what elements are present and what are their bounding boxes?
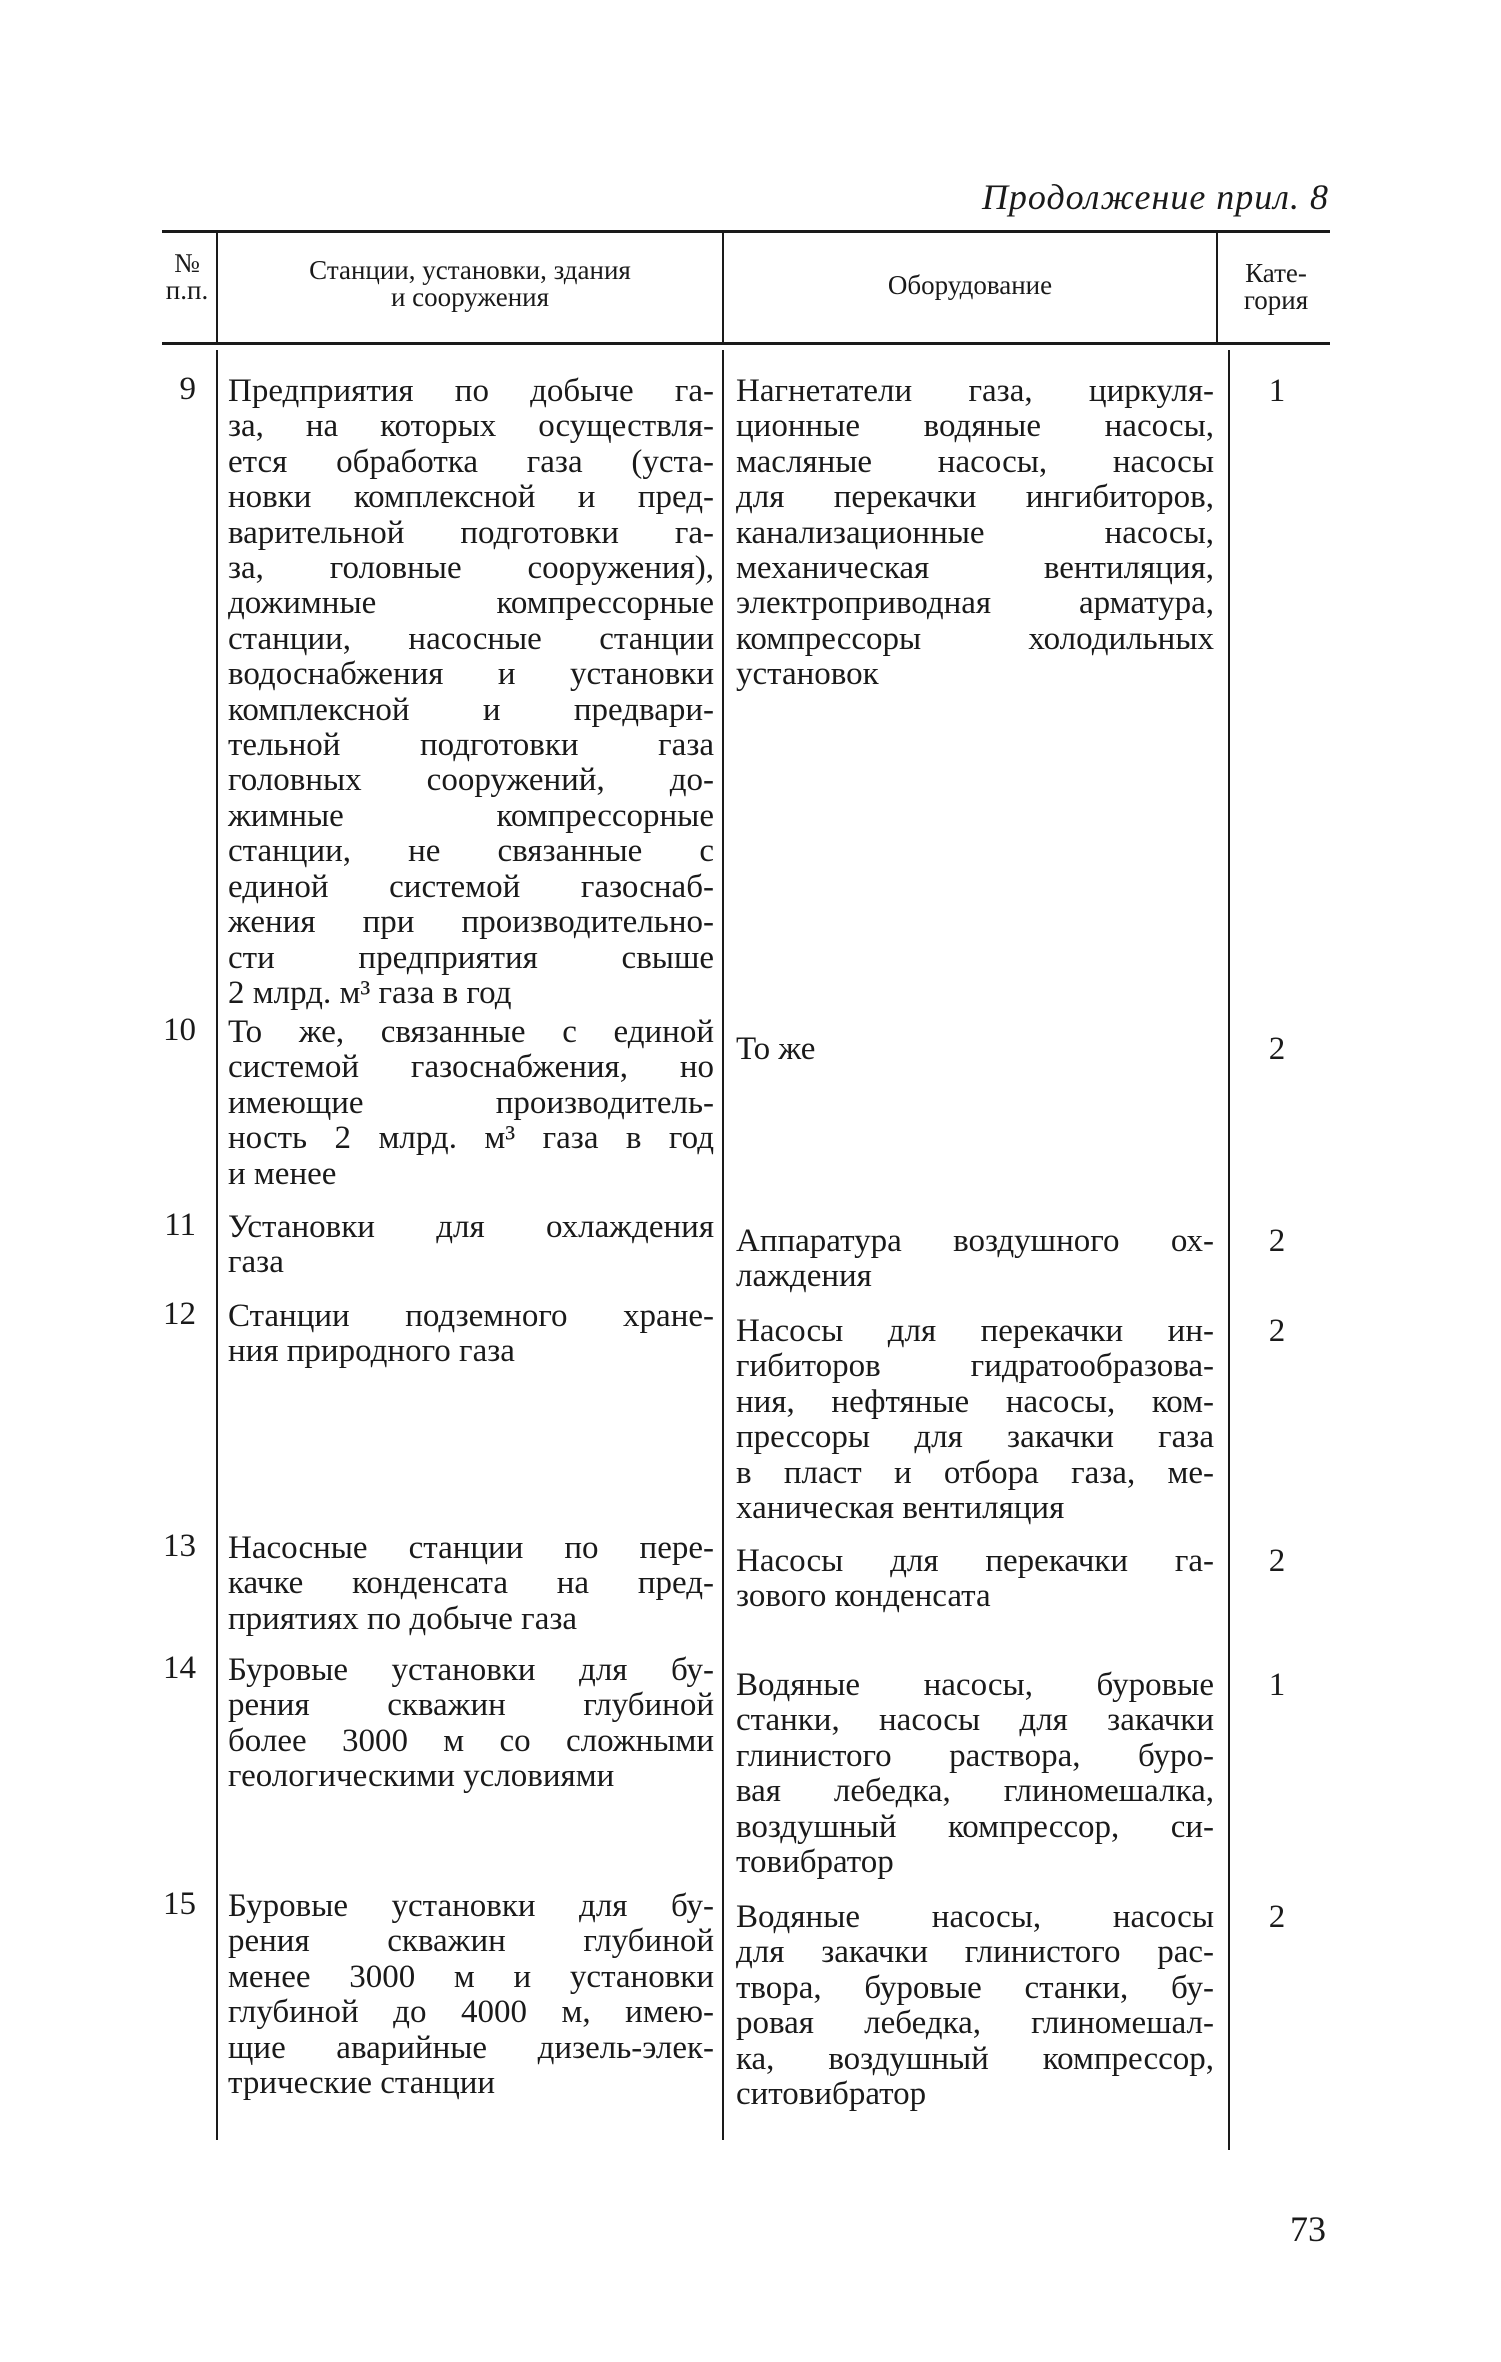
text-line: Установки для охлаждения [228,1209,714,1245]
text-line: ния, нефтяные насосы, ком- [736,1383,1214,1420]
text-line: тельной подготовки газа [228,727,714,764]
body-divider [1228,350,1230,2150]
text-line: варительной подготовки га- [228,514,714,551]
header-line: № [174,248,200,278]
header-line: Станции, установки, здания [309,255,631,285]
text-line: менее 3000 м и установки [228,1958,714,1995]
header-equipment [730,272,1210,299]
text-line: электроприводная арматура, [736,585,1214,622]
text-line: трические станции [228,2065,496,2102]
text-line: Насосы для перекачки га- [736,1543,1214,1579]
row-category: 2 [1268,1313,1286,1349]
text-line: Водяные насосы, буровые [736,1667,1214,1703]
text-line: дожимные компрессорные [228,585,714,622]
row-stations [228,1210,714,1281]
text-line: масляные насосы, насосы [736,443,1214,480]
text-line: механическая вентиляция, [736,550,1214,587]
text-line: прессоры для закачки газа [736,1419,1214,1456]
row-category: 2 [1268,1223,1286,1259]
text-line: системой газоснабжения, но [228,1049,714,1086]
row-number: 13 [163,1528,196,1564]
text-line: ционные водяные насосы, [736,408,1214,445]
row-stations [228,1531,714,1637]
row-number: 11 [164,1207,196,1243]
text-line: твора, буровые станки, бу- [736,1969,1214,2006]
header-number [162,250,212,304]
text-line: ситовибратор [736,2076,927,2113]
text-line: для перекачки ингибиторов, [736,479,1214,516]
text-line: рения скважин глубиной [228,1923,714,1960]
row-number: 9 [179,371,196,407]
text-line: Буровые установки для бу- [228,1888,714,1924]
row-number: 10 [163,1012,196,1048]
text-line: имеющие производитель- [228,1084,714,1121]
row-equipment [736,1032,1214,1067]
row-category: 2 [1268,1899,1286,1935]
text-line: станции, насосные станции [228,620,714,657]
text-line: зового конденсата [736,1578,991,1615]
text-line: водоснабжения и установки [228,656,714,693]
text-line: Нагнетатели газа, циркуля- [736,373,1214,409]
row-equipment [736,374,1214,693]
text-line: для закачки глинистого рас- [736,1934,1214,1971]
text-line: ханическая вентиляция [736,1490,1065,1527]
header-bottom-rule [162,342,1330,345]
header-line: Оборудование [887,270,1053,300]
text-line: товибратор [736,1844,894,1881]
text-line: и менее [228,1155,337,1192]
page-number: 73 [1290,2209,1326,2249]
text-line: компрессоры холодильных [736,620,1214,657]
text-line: Предприятия по добыче га- [228,373,714,409]
row-category: 1 [1268,1667,1286,1703]
text-line: в пласт и отбора газа, ме- [736,1454,1214,1491]
header-divider [216,230,218,342]
text-line: приятиях по добыче газа [228,1600,578,1637]
header-divider [1216,230,1218,342]
text-line: головных сооружений, до- [228,762,714,799]
row-number: 15 [163,1886,196,1922]
header-line: и сооружения [390,282,550,312]
text-line: Станции подземного хране- [228,1298,714,1334]
row-equipment [736,1314,1214,1526]
text-line: единой системой газоснаб- [228,868,714,905]
text-line: жимные компрессорные [228,797,714,834]
text-line: качке конденсата на пред- [228,1565,714,1602]
text-line: установок [736,656,879,693]
text-line: То же [736,1031,816,1067]
row-number: 14 [163,1650,196,1686]
row-category: 2 [1268,1031,1286,1067]
row-stations [228,1015,714,1192]
text-line: воздушный компрессор, си- [736,1808,1214,1845]
text-line: ровая лебедка, глиномешал- [736,2005,1214,2042]
row-equipment [736,1224,1214,1295]
body-divider [722,350,724,2140]
row-stations [228,1653,714,1795]
row-stations [228,374,714,1011]
header-stations [222,257,718,311]
row-stations [228,1299,714,1370]
text-line: гибиторов гидратообразова- [736,1348,1214,1385]
row-equipment [736,1668,1214,1880]
row-equipment [736,1900,1214,2112]
table-top-rule [162,230,1330,233]
row-category: 1 [1268,373,1286,409]
header-category [1222,260,1330,314]
row-stations [228,1889,714,2101]
row-equipment [736,1544,1214,1615]
text-line: глубиной до 4000 м, имею- [228,1994,714,2031]
body-divider [216,350,218,2140]
text-line: лаждения [736,1258,872,1295]
header-divider [722,230,724,342]
text-line: Насосные станции по пере- [228,1530,714,1566]
row-category: 2 [1268,1543,1286,1579]
text-line: за, на которых осуществля- [228,408,714,445]
text-line: жения при производительно- [228,904,714,941]
text-line: геологическими условиями [228,1758,615,1795]
text-line: вая лебедка, глиномешалка, [736,1773,1214,1810]
text-line: ния природного газа [228,1333,515,1370]
text-line: канализационные насосы, [736,514,1214,551]
text-line: станки, насосы для закачки [736,1702,1214,1739]
text-line: ность 2 млрд. м³ газа в год [228,1120,714,1157]
header-line: Кате- [1245,258,1307,288]
text-line: более 3000 м со сложными [228,1722,714,1759]
header-line: п.п. [165,275,209,305]
text-line: щие аварийные дизель-элек- [228,2029,714,2066]
text-line: 2 млрд. м³ газа в год [228,974,512,1011]
text-line: за, головные сооружения), [228,550,714,587]
text-line: ется обработка газа (уста- [228,443,714,480]
text-line: глинистого раствора, буро- [736,1737,1214,1774]
header-line: гория [1243,285,1309,315]
text-line: газа [228,1244,284,1281]
text-line: новки комплексной и пред- [228,479,714,516]
text-line: рения скважин глубиной [228,1687,714,1724]
text-line: Насосы для перекачки ин- [736,1313,1214,1349]
text-line: Буровые установки для бу- [228,1652,714,1688]
text-line: Водяные насосы, насосы [736,1899,1214,1935]
text-line: ка, воздушный компрессор, [736,2040,1214,2077]
text-line: комплексной и предвари- [228,691,714,728]
text-line: Аппаратура воздушного ох- [736,1223,1214,1259]
continuation-caption: Продолжение прил. 8 [981,177,1329,217]
row-number: 12 [163,1296,196,1332]
text-line: станции, не связанные с [228,833,714,870]
text-line: То же, связанные с единой [228,1014,714,1050]
text-line: сти предприятия свыше [228,939,714,976]
